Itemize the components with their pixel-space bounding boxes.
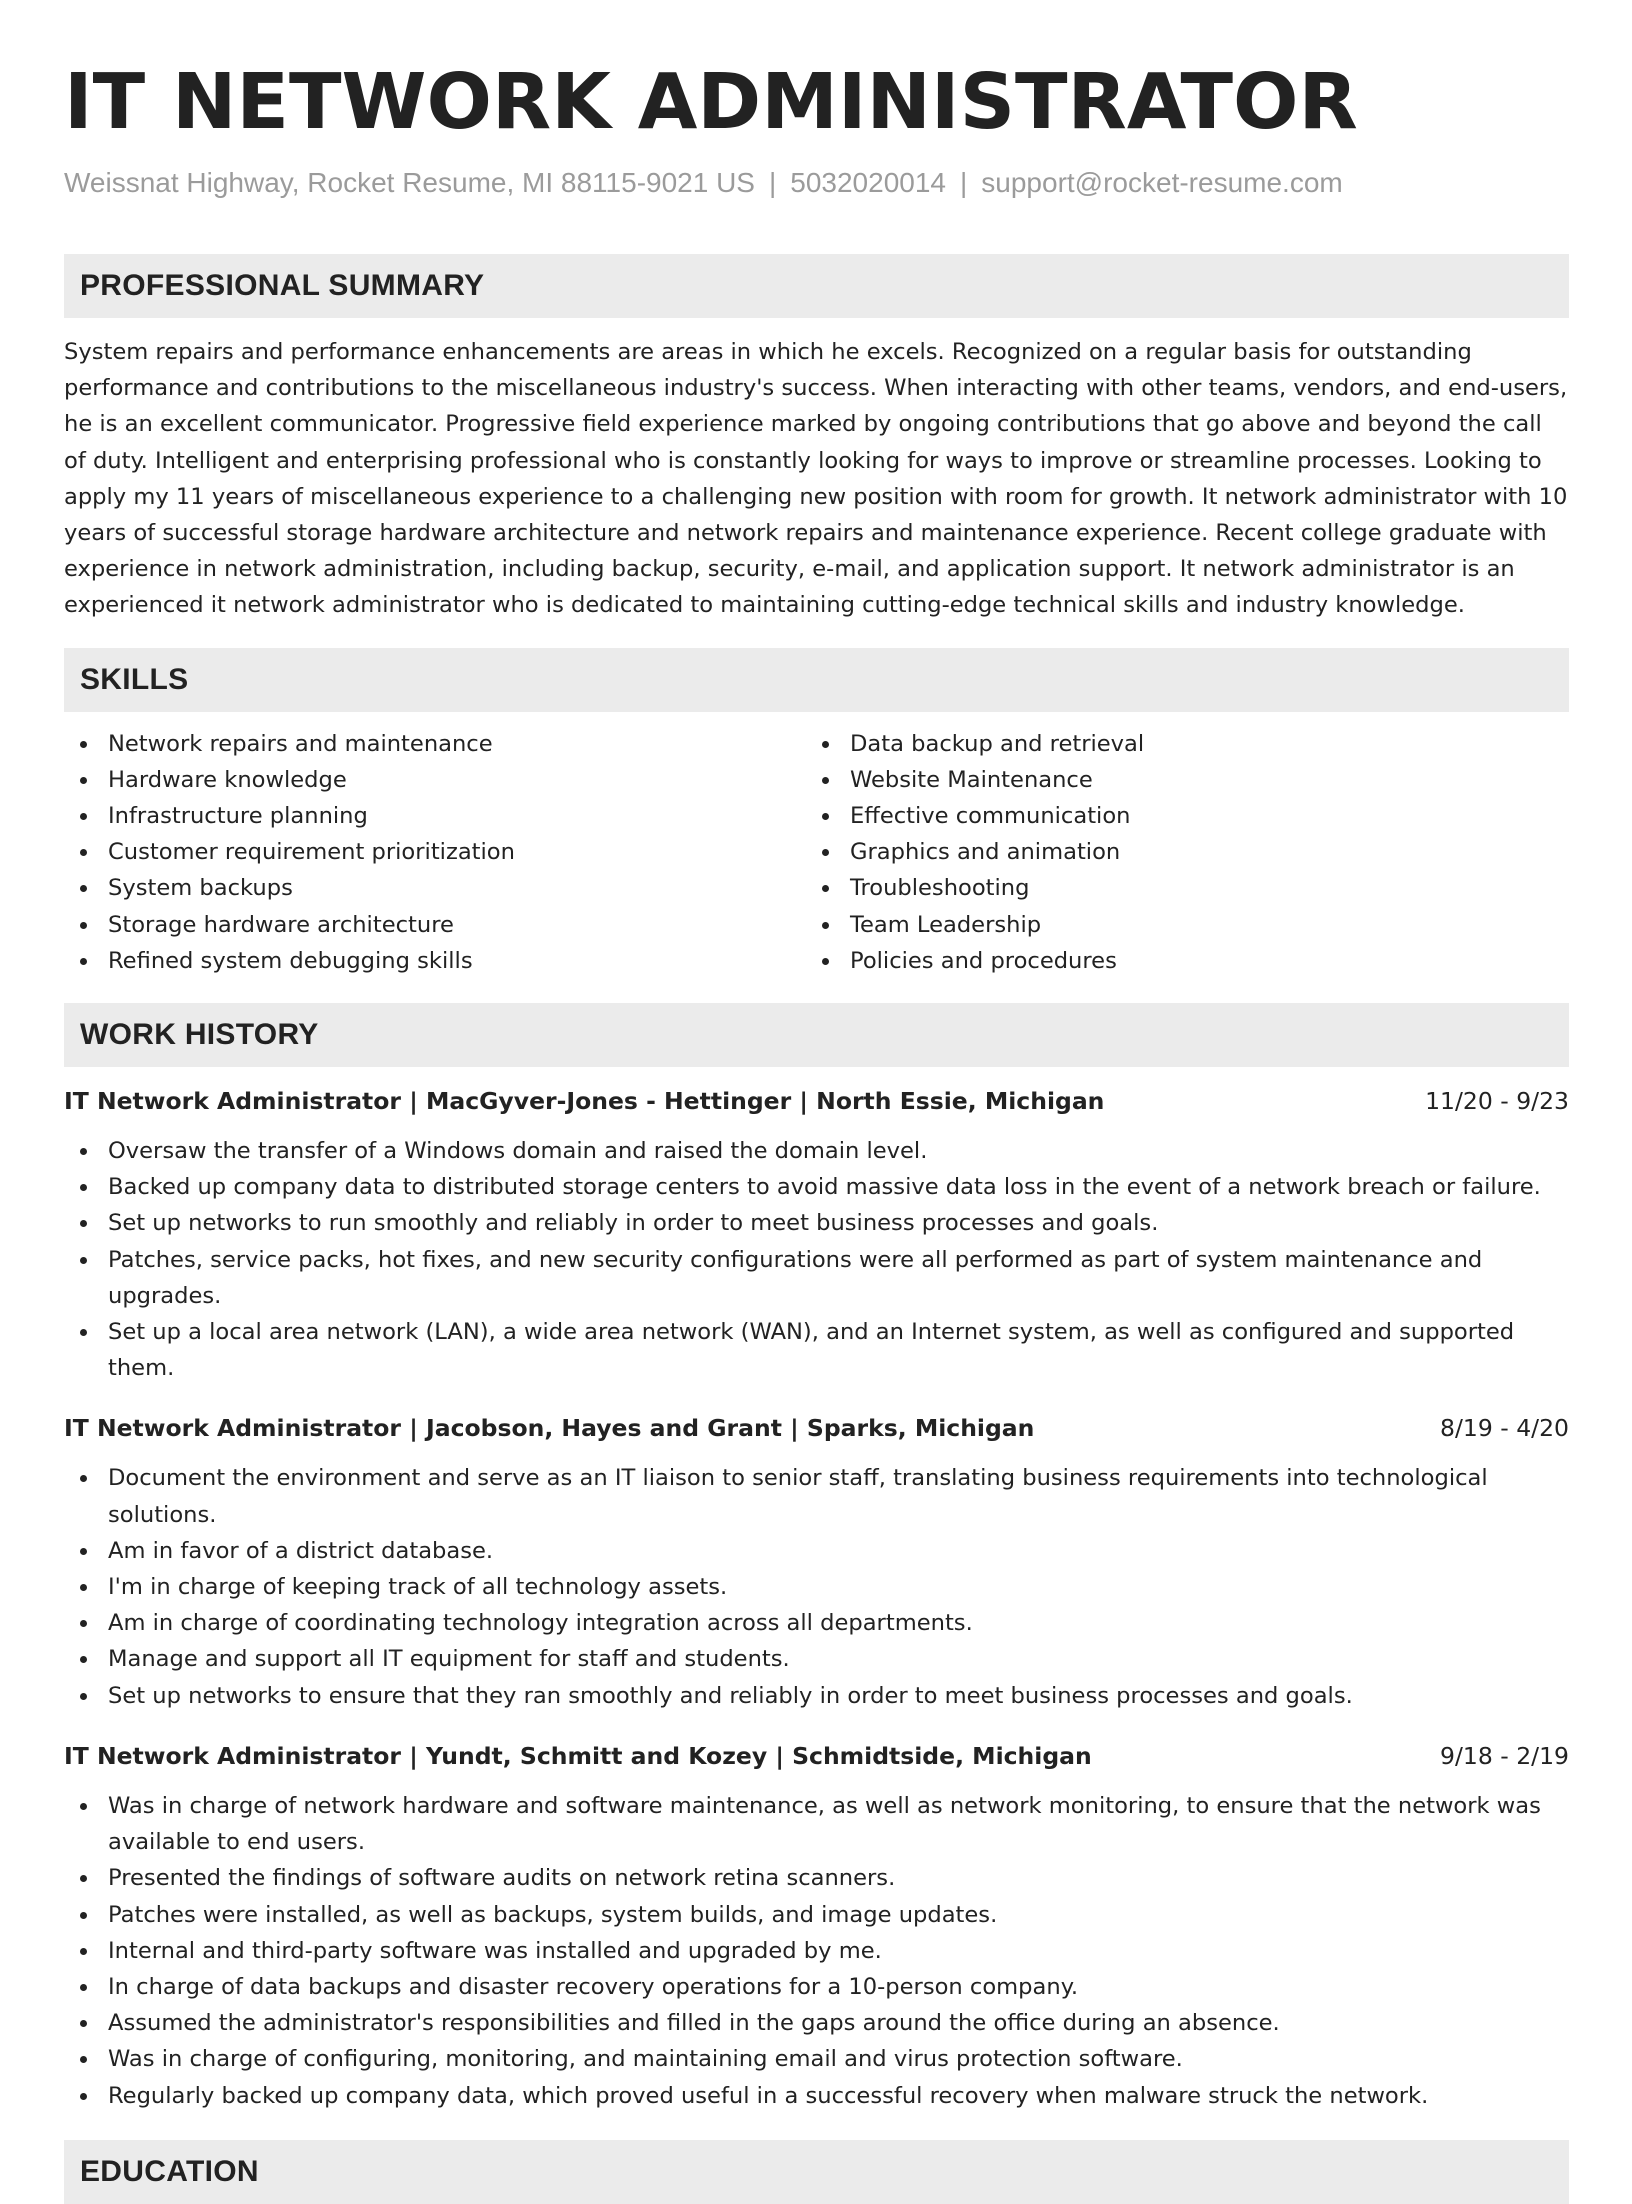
job-bullet: Regularly backed up company data, which proved useful in a successful recovery when malware struck the network. [64, 2078, 1569, 2114]
skill-item: Effective communication [806, 798, 1548, 834]
education-heading: EDUCATION [64, 2140, 1569, 2204]
skill-item: Customer requirement prioritization [64, 834, 806, 870]
skills-column-right [806, 726, 1548, 979]
job-title: IT Network Administrator | Jacobson, Hayes and Grant | Sparks, Michigan [64, 1414, 1035, 1443]
job-bullets [64, 1460, 1569, 1713]
skill-item: Team Leadership [806, 907, 1548, 943]
skills-heading: SKILLS [64, 648, 1569, 712]
contact-separator: | [960, 167, 968, 198]
job-bullets [64, 1133, 1569, 1386]
job-bullet: Internal and third-party software was installed and upgraded by me. [64, 1933, 1569, 1969]
job-bullet: Manage and support all IT equipment for staff and students. [64, 1641, 1569, 1677]
skill-item: Hardware knowledge [64, 762, 806, 798]
contact-line [64, 166, 1569, 200]
job-bullet: Set up networks to run smoothly and reliably in order to meet business processes and goals. [64, 1205, 1569, 1241]
job-bullet: Patches were installed, as well as backups, system builds, and image updates. [64, 1897, 1569, 1933]
job-dates: 11/20 - 9/23 [1425, 1087, 1569, 1116]
summary-text: System repairs and performance enhancements are areas in which he excels. Recognized on a regular basis for outstanding performance and contributions to the miscellaneous industry's success. When interacting with other teams, vendors, and end-users, he is an excellent communicator. Progressive field experience marked by ongoing contributions that go above and beyond the call of duty. Intelligent and enterprising professional who is constantly looking for ways to improve or streamline processes. Looking to apply my 11 years of miscellaneous experience to a challenging new position with room for growth. It network administrator with 10 years of successful storage hardware architecture and network repairs and maintenance experience. Recent college graduate with experience in network administration, including backup, security, e-mail, and application support. It network administrator is an experienced it network administrator who is dedicated to maintaining cutting-edge technical skills and industry knowledge. [64, 339, 1568, 619]
job-bullet: Was in charge of configuring, monitoring, and maintaining email and virus protection software. [64, 2041, 1569, 2077]
skill-item: Infrastructure planning [64, 798, 806, 834]
skill-item: Policies and procedures [806, 943, 1548, 979]
skill-item: Website Maintenance [806, 762, 1548, 798]
job-header [64, 1410, 1569, 1446]
job-entry [64, 1083, 1569, 1386]
job-bullet: Patches, service packs, hot fixes, and new security configurations were all performed as part of system maintenance and upgrades. [64, 1242, 1569, 1314]
job-dates: 9/18 - 2/19 [1440, 1741, 1569, 1770]
job-bullet: Presented the findings of software audits on network retina scanners. [64, 1860, 1569, 1896]
skills-column-left [64, 726, 806, 979]
job-bullet: Am in charge of coordinating technology integration across all departments. [64, 1605, 1569, 1641]
skills-grid [64, 726, 1569, 979]
job-bullet: Set up networks to ensure that they ran smoothly and reliably in order to meet business processes and goals. [64, 1678, 1569, 1714]
job-bullet: Document the environment and serve as an IT liaison to senior staff, translating business requirements into technological solutions. [64, 1460, 1569, 1532]
job-bullet: Set up a local area network (LAN), a wide area network (WAN), and an Internet system, as well as configured and supported them. [64, 1314, 1569, 1386]
job-bullet: Am in favor of a district database. [64, 1533, 1569, 1569]
work-history-heading: WORK HISTORY [64, 1003, 1569, 1067]
job-bullet: Oversaw the transfer of a Windows domain and raised the domain level. [64, 1133, 1569, 1169]
job-entry [64, 1410, 1569, 1713]
skill-item: Network repairs and maintenance [64, 726, 806, 762]
job-bullets [64, 1788, 1569, 2114]
job-header [64, 1083, 1569, 1119]
job-bullet: I'm in charge of keeping track of all technology assets. [64, 1569, 1569, 1605]
skill-item: Refined system debugging skills [64, 943, 806, 979]
skill-item: Storage hardware architecture [64, 907, 806, 943]
contact-email: support@rocket-resume.com [981, 167, 1343, 198]
job-bullet: Was in charge of network hardware and software maintenance, as well as network monitoring, to ensure that the network was available to end users. [64, 1788, 1569, 1860]
skill-item: Troubleshooting [806, 870, 1548, 906]
contact-address: Weissnat Highway, Rocket Resume, MI 88115-9021 US [64, 167, 755, 198]
job-bullet: Backed up company data to distributed storage centers to avoid massive data loss in the event of a network breach or failure. [64, 1169, 1569, 1205]
contact-phone: 5032020014 [790, 167, 946, 198]
job-entry [64, 1738, 1569, 2114]
skill-item: Data backup and retrieval [806, 726, 1548, 762]
summary-heading: PROFESSIONAL SUMMARY [64, 254, 1569, 318]
job-header [64, 1738, 1569, 1774]
skill-item: System backups [64, 870, 806, 906]
contact-separator: | [768, 167, 777, 198]
skill-item: Graphics and animation [806, 834, 1548, 870]
job-title: IT Network Administrator | MacGyver-Jones - Hettinger | North Essie, Michigan [64, 1087, 1105, 1116]
job-dates: 8/19 - 4/20 [1440, 1414, 1569, 1443]
job-title: IT Network Administrator | Yundt, Schmitt and Kozey | Schmidtside, Michigan [64, 1741, 1092, 1770]
resume-page [64, 0, 1569, 2204]
job-bullet: Assumed the administrator's responsibilities and filled in the gaps around the office during an absence. [64, 2005, 1569, 2041]
resume-name: IT NETWORK ADMINISTRATOR [64, 58, 1358, 147]
job-bullet: In charge of data backups and disaster recovery operations for a 10-person company. [64, 1969, 1569, 2005]
